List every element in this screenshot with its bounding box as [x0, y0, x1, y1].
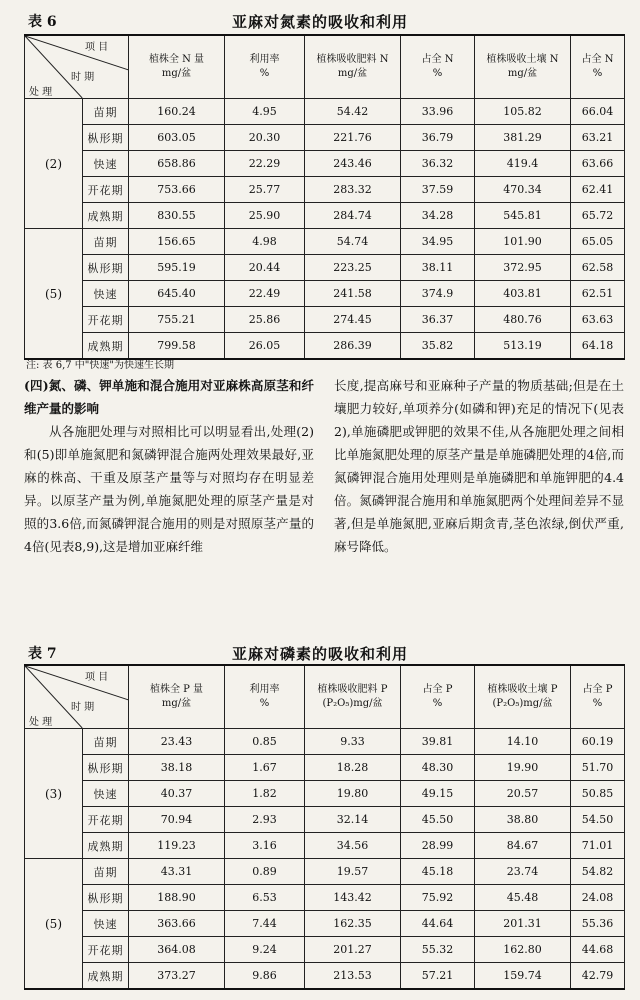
- table-cell: 595.19: [129, 255, 225, 281]
- table-cell: 545.81: [475, 203, 571, 229]
- table-cell: 0.85: [225, 729, 305, 755]
- corner-period-label: 时 期: [71, 72, 95, 83]
- table-row: [25, 229, 625, 255]
- stage-label: 枞形期: [83, 125, 129, 151]
- table7: [24, 664, 625, 990]
- table-cell: 57.21: [401, 963, 475, 990]
- table-cell: 4.98: [225, 229, 305, 255]
- table-cell: 9.86: [225, 963, 305, 990]
- table-cell: 25.90: [225, 203, 305, 229]
- column-header: 占全 P %: [571, 665, 625, 729]
- table-cell: 286.39: [305, 333, 401, 360]
- column-header: 植株全 N 量 mg/盆: [129, 35, 225, 99]
- table-cell: 105.82: [475, 99, 571, 125]
- table-row: [25, 255, 625, 281]
- table-cell: 372.95: [475, 255, 571, 281]
- table-cell: 35.82: [401, 333, 475, 360]
- table-cell: 162.35: [305, 911, 401, 937]
- treatment-label: (2): [25, 99, 83, 229]
- table-cell: 65.72: [571, 203, 625, 229]
- table-cell: 274.45: [305, 307, 401, 333]
- table-cell: 363.66: [129, 911, 225, 937]
- table-cell: 38.11: [401, 255, 475, 281]
- table6: [24, 34, 625, 360]
- table-cell: 50.85: [571, 781, 625, 807]
- table-cell: 55.32: [401, 937, 475, 963]
- table-row: [25, 307, 625, 333]
- table-cell: 34.56: [305, 833, 401, 859]
- table-cell: 156.65: [129, 229, 225, 255]
- table-cell: 49.15: [401, 781, 475, 807]
- corner-period-label: 时 期: [71, 702, 95, 713]
- table-cell: 162.80: [475, 937, 571, 963]
- table-cell: 36.37: [401, 307, 475, 333]
- table-cell: 283.32: [305, 177, 401, 203]
- header-row: [25, 35, 625, 99]
- table-cell: 22.29: [225, 151, 305, 177]
- stage-label: 成熟期: [83, 333, 129, 360]
- table-cell: 64.18: [571, 333, 625, 360]
- stage-label: 苗期: [83, 859, 129, 885]
- corner-treatment-label: 处 理: [29, 87, 53, 98]
- stage-label: 成熟期: [83, 203, 129, 229]
- table-cell: 39.81: [401, 729, 475, 755]
- table-cell: 470.34: [475, 177, 571, 203]
- table-row: [25, 911, 625, 937]
- table-cell: 37.59: [401, 177, 475, 203]
- table-cell: 38.80: [475, 807, 571, 833]
- treatment-label: (3): [25, 729, 83, 859]
- body-paragraph-left: 从各施肥处理与对照相比可以明显看出,处理(2)和(5)即单施氮肥和氮磷钾混合施两处理效果最好,亚麻的株高、干重及原茎产量等与对照均存在明显差异。以原茎产量为例,单施氮肥处理的原茎产量是对照的3.6倍,而氮磷钾混合施用的则是对照原茎产量的4倍(见表8,9),这是增加亚麻纤维: [24, 424, 314, 554]
- table-row: [25, 859, 625, 885]
- stage-label: 苗期: [83, 729, 129, 755]
- table-cell: 20.57: [475, 781, 571, 807]
- table-cell: 51.70: [571, 755, 625, 781]
- table-cell: 63.21: [571, 125, 625, 151]
- corner-item-label: 项 目: [85, 672, 109, 683]
- table-cell: 830.55: [129, 203, 225, 229]
- table-cell: 23.74: [475, 859, 571, 885]
- table-cell: 201.27: [305, 937, 401, 963]
- table-cell: 20.44: [225, 255, 305, 281]
- table-cell: 364.08: [129, 937, 225, 963]
- table-cell: 119.23: [129, 833, 225, 859]
- table-row: [25, 281, 625, 307]
- table-cell: 84.67: [475, 833, 571, 859]
- table-cell: 159.74: [475, 963, 571, 990]
- stage-label: 枞形期: [83, 255, 129, 281]
- table-cell: 645.40: [129, 281, 225, 307]
- table-cell: 33.96: [401, 99, 475, 125]
- table-cell: 23.43: [129, 729, 225, 755]
- table-row: [25, 833, 625, 859]
- stage-label: 成熟期: [83, 963, 129, 990]
- table7-caption: [0, 640, 640, 664]
- body-left-column: [24, 374, 314, 558]
- table-cell: 284.74: [305, 203, 401, 229]
- table6-caption: [0, 8, 640, 32]
- table-cell: 160.24: [129, 99, 225, 125]
- table-cell: 223.25: [305, 255, 401, 281]
- stage-label: 开花期: [83, 937, 129, 963]
- body-text: [24, 374, 624, 606]
- column-header: 利用率 %: [225, 665, 305, 729]
- table-cell: 1.82: [225, 781, 305, 807]
- table-row: [25, 937, 625, 963]
- column-header: 植株全 P 量 mg/盆: [129, 665, 225, 729]
- table-cell: 403.81: [475, 281, 571, 307]
- table-cell: 32.14: [305, 807, 401, 833]
- column-header: 占全 P %: [401, 665, 475, 729]
- table-cell: 14.10: [475, 729, 571, 755]
- table-row: [25, 781, 625, 807]
- table6-note: 注: 表 6,7 中"快速"为快速生长期: [26, 360, 175, 371]
- table-cell: 19.90: [475, 755, 571, 781]
- body-right-column: [334, 374, 624, 558]
- table-cell: 480.76: [475, 307, 571, 333]
- table-row: [25, 177, 625, 203]
- table-cell: 66.04: [571, 99, 625, 125]
- table-cell: 221.76: [305, 125, 401, 151]
- corner-header: [25, 665, 129, 729]
- corner-item-label: 项 目: [85, 42, 109, 53]
- table-cell: 65.05: [571, 229, 625, 255]
- table-row: [25, 125, 625, 151]
- table-cell: 54.82: [571, 859, 625, 885]
- table-cell: 44.64: [401, 911, 475, 937]
- table-cell: 45.50: [401, 807, 475, 833]
- corner-treatment-label: 处 理: [29, 717, 53, 728]
- table-cell: 241.58: [305, 281, 401, 307]
- table-cell: 34.95: [401, 229, 475, 255]
- stage-label: 成熟期: [83, 833, 129, 859]
- table-cell: 54.50: [571, 807, 625, 833]
- body-paragraph-right: 长度,提高麻号和亚麻种子产量的物质基础;但是在土壤肥力较好,单项养分(如磷和钾)充足的情况下(见表2),单施磷肥或钾肥的效果不佳,从各施肥处理之间相比单施氮肥处理的原茎产量是单施磷肥处理的4倍,而氮磷钾混合施用处理则是单施磷肥和单施钾肥的4.4倍。氮磷钾混合施用和单施氮肥两个处理间差异不显著,但是单施氮肥,亚麻后期贪青,茎色浓绿,倒伏严重,麻号降低。: [334, 378, 624, 554]
- table-cell: 25.77: [225, 177, 305, 203]
- table-cell: 213.53: [305, 963, 401, 990]
- table-cell: 373.27: [129, 963, 225, 990]
- column-header: 植株吸收肥料 N mg/盆: [305, 35, 401, 99]
- table-cell: 6.53: [225, 885, 305, 911]
- column-header: 占全 N %: [571, 35, 625, 99]
- table-cell: 55.36: [571, 911, 625, 937]
- stage-label: 苗期: [83, 229, 129, 255]
- table-cell: 658.86: [129, 151, 225, 177]
- stage-label: 开花期: [83, 807, 129, 833]
- table-row: [25, 963, 625, 990]
- table-cell: 36.79: [401, 125, 475, 151]
- table-cell: 62.41: [571, 177, 625, 203]
- table-cell: 201.31: [475, 911, 571, 937]
- stage-label: 快速: [83, 781, 129, 807]
- table-cell: 62.58: [571, 255, 625, 281]
- corner-header: [25, 35, 129, 99]
- table-cell: 62.51: [571, 281, 625, 307]
- table-cell: 25.86: [225, 307, 305, 333]
- table-cell: 603.05: [129, 125, 225, 151]
- table-cell: 2.93: [225, 807, 305, 833]
- table-cell: 753.66: [129, 177, 225, 203]
- table-cell: 34.28: [401, 203, 475, 229]
- table-cell: 22.49: [225, 281, 305, 307]
- table-cell: 70.94: [129, 807, 225, 833]
- stage-label: 枞形期: [83, 885, 129, 911]
- table-cell: 4.95: [225, 99, 305, 125]
- stage-label: 开花期: [83, 177, 129, 203]
- table-cell: 9.33: [305, 729, 401, 755]
- header-row: [25, 665, 625, 729]
- column-header: 植株吸收肥料 P (P₂O₅)mg/盆: [305, 665, 401, 729]
- table6-title: 亚麻对氮素的吸收和利用: [231, 13, 408, 31]
- column-header: 利用率 %: [225, 35, 305, 99]
- table-cell: 48.30: [401, 755, 475, 781]
- table-cell: 28.99: [401, 833, 475, 859]
- table-cell: 36.32: [401, 151, 475, 177]
- table-row: [25, 203, 625, 229]
- table-cell: 374.9: [401, 281, 475, 307]
- table-cell: 799.58: [129, 333, 225, 360]
- table-cell: 45.48: [475, 885, 571, 911]
- table-cell: 42.79: [571, 963, 625, 990]
- table-cell: 63.63: [571, 307, 625, 333]
- table6-number: 表 6: [28, 14, 57, 30]
- table-cell: 44.68: [571, 937, 625, 963]
- table-cell: 20.30: [225, 125, 305, 151]
- table-row: [25, 151, 625, 177]
- table-row: [25, 807, 625, 833]
- stage-label: 快速: [83, 281, 129, 307]
- table-cell: 71.01: [571, 833, 625, 859]
- table-cell: 3.16: [225, 833, 305, 859]
- table-cell: 60.19: [571, 729, 625, 755]
- table-cell: 19.80: [305, 781, 401, 807]
- table-cell: 75.92: [401, 885, 475, 911]
- table-cell: 419.4: [475, 151, 571, 177]
- table-cell: 243.46: [305, 151, 401, 177]
- table-cell: 63.66: [571, 151, 625, 177]
- table-cell: 7.44: [225, 911, 305, 937]
- table-cell: 9.24: [225, 937, 305, 963]
- table-cell: 45.18: [401, 859, 475, 885]
- table-cell: 101.90: [475, 229, 571, 255]
- table-cell: 0.89: [225, 859, 305, 885]
- column-header: 植株吸收土壤 N mg/盆: [475, 35, 571, 99]
- table-cell: 26.05: [225, 333, 305, 360]
- table7-number: 表 7: [28, 646, 57, 662]
- stage-label: 开花期: [83, 307, 129, 333]
- table-cell: 43.31: [129, 859, 225, 885]
- table-cell: 54.74: [305, 229, 401, 255]
- column-header: 植株吸收土壤 P (P₂O₅)mg/盆: [475, 665, 571, 729]
- treatment-label: (5): [25, 229, 83, 360]
- table7-title: 亚麻对磷素的吸收和利用: [231, 645, 408, 663]
- table-cell: 188.90: [129, 885, 225, 911]
- table-cell: 513.19: [475, 333, 571, 360]
- table-row: [25, 885, 625, 911]
- section-heading: (四)氮、磷、钾单施和混合施用对亚麻株高原茎和纤维产量的影响: [24, 378, 314, 416]
- table-cell: 143.42: [305, 885, 401, 911]
- table-cell: 18.28: [305, 755, 401, 781]
- table-cell: 24.08: [571, 885, 625, 911]
- table-row: [25, 729, 625, 755]
- stage-label: 枞形期: [83, 755, 129, 781]
- table-cell: 40.37: [129, 781, 225, 807]
- table-cell: 19.57: [305, 859, 401, 885]
- table-cell: 381.29: [475, 125, 571, 151]
- table-cell: 38.18: [129, 755, 225, 781]
- table-cell: 54.42: [305, 99, 401, 125]
- table-cell: 755.21: [129, 307, 225, 333]
- column-header: 占全 N %: [401, 35, 475, 99]
- stage-label: 快速: [83, 151, 129, 177]
- stage-label: 苗期: [83, 99, 129, 125]
- table-cell: 1.67: [225, 755, 305, 781]
- treatment-label: (5): [25, 859, 83, 990]
- table-row: [25, 99, 625, 125]
- stage-label: 快速: [83, 911, 129, 937]
- table-row: [25, 755, 625, 781]
